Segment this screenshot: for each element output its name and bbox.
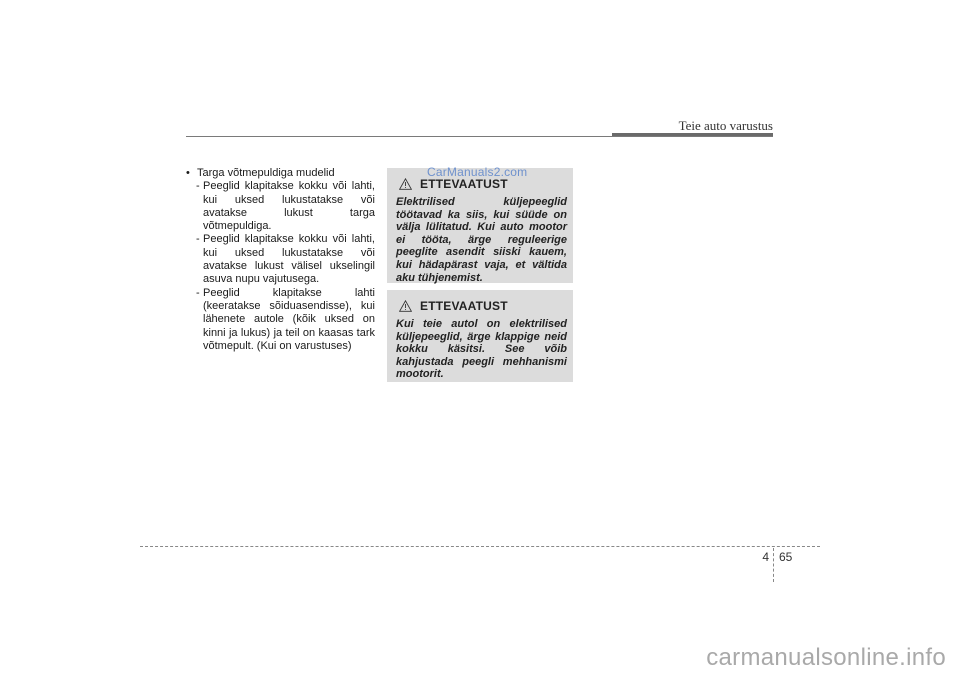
warning-triangle-icon [399, 300, 412, 312]
bullet-dot-icon: • [186, 167, 190, 179]
list-item-text: Peeglid klapitakse kokku või lahti, kui uksed lukustatakse või avatakse lukust välisel ukselingil asuva nupu vajutusega. [203, 233, 375, 286]
bullet-text: Targa võtmepuldiga mudelid [197, 167, 335, 179]
list-item: - Peeglid klapitakse lahti (keeratakse sõiduasendisse), kui lähenete autole (kõik uksed on kinni ja lukus) ja teil on kaasas tark võtmepult. (Kui on varustuses) [196, 286, 375, 352]
page-header-title: Teie auto varustus [678, 118, 773, 133]
site-watermark: carmanualsonline.info [706, 644, 946, 671]
header-rule-accent [612, 133, 773, 136]
warning-box-1 [387, 168, 573, 283]
list-item-text: Peeglid klapitakse lahti (keeratakse sõiduasendisse), kui lähenete autole (kõik uksed on kinni ja lukus) ja teil on kaasas tark võtmepult. (Kui on varustuses) [203, 286, 375, 352]
list-item: - Peeglid klapitakse kokku või lahti, kui uksed lukustatakse või avatakse lukust välisel ukselingil asuva nupu vajutusega. [196, 233, 375, 286]
warning-box-2 [387, 290, 573, 382]
sub-list [186, 180, 375, 353]
warning-triangle-icon [399, 178, 412, 190]
bullet-item [186, 167, 375, 180]
warning-text: Elektrilised küljepeeglid töötavad ka siis, kui süüde on välja lülitatud. Kui auto mootor ei tööta, ärge reguleerige peeglite asendit siiski kauem, kui hädapärast vaja, et vältida aku tühjenemist. [396, 196, 567, 284]
watermark: CarManuals2.com [427, 165, 528, 179]
list-item-text: Peeglid klapitakse kokku või lahti, kui uksed lukustatakse või avatakse lukust targa võtmepuldiga. [203, 180, 375, 233]
page-number: 65 [779, 550, 793, 564]
warning-title: ETTEVAATUST [420, 299, 508, 313]
warning-text: Kui teie autol on elektrilised küljepeeglid, ärge klappige neid kokku käsitsi. See võib kahjustada peegli mehhanismi mootorit. [396, 318, 567, 381]
warning-title: ETTEVAATUST [420, 177, 508, 191]
footer-divider [773, 548, 774, 582]
header-rule [186, 136, 773, 137]
left-column [186, 167, 375, 353]
footer-rule [140, 546, 820, 547]
list-item: - Peeglid klapitakse kokku või lahti, kui uksed lukustatakse või avatakse lukust targa võtmepuldiga. [196, 180, 375, 233]
warning-header [396, 298, 567, 314]
chapter-number: 4 [762, 550, 769, 564]
